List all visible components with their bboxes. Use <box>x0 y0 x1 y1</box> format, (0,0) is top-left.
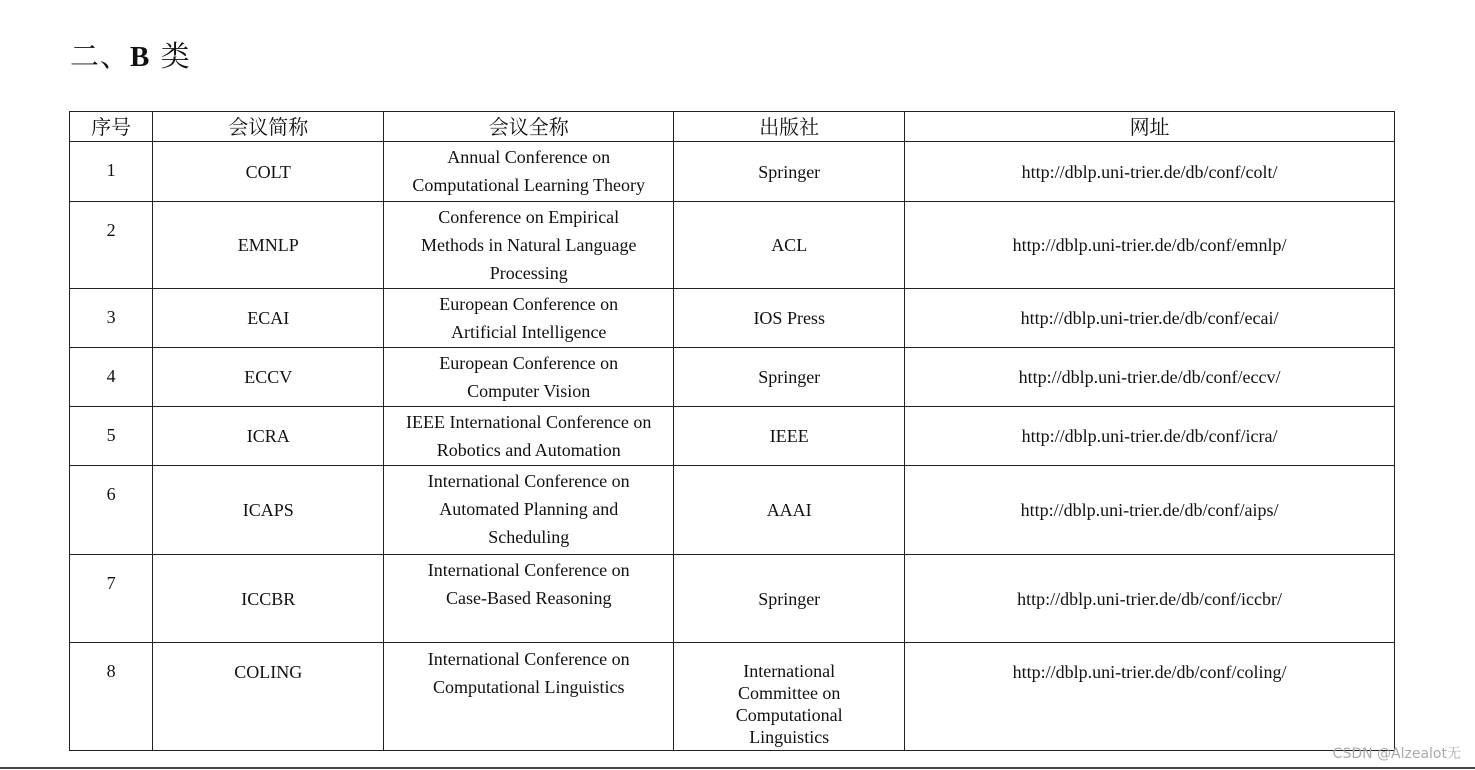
row-number: 3 <box>106 307 116 327</box>
table-row <box>70 407 1395 466</box>
url-text[interactable]: http://dblp.uni-trier.de/db/conf/coling/ <box>1012 662 1287 682</box>
table-row <box>70 643 1395 751</box>
cell-url[interactable]: http://dblp.uni-trier.de/db/conf/aips/ <box>905 466 1395 555</box>
cell-abbr: ICRA <box>153 407 384 466</box>
page-bottom-rule <box>0 767 1475 769</box>
cell-url[interactable]: http://dblp.uni-trier.de/db/conf/ecai/ <box>905 289 1395 348</box>
row-number: 2 <box>106 220 116 240</box>
cell-publisher: Springer <box>674 348 905 407</box>
cell-publisher: Springer <box>674 555 905 643</box>
table-row <box>70 348 1395 407</box>
full-name-text: Annual Conference on Computational Learning Theory <box>412 147 646 195</box>
cell-full-name <box>384 142 674 202</box>
row-number: 4 <box>106 366 116 386</box>
cell-url[interactable]: http://dblp.uni-trier.de/db/conf/colt/ <box>905 142 1395 202</box>
header-no: 序号 <box>70 112 153 142</box>
cell-full-name <box>384 643 674 751</box>
header-abbr: 会议简称 <box>153 112 384 142</box>
cell-abbr <box>153 643 384 751</box>
cell-no <box>70 555 153 643</box>
csdn-watermark: CSDN @Alzealot无 <box>1332 746 1461 762</box>
table-header-row <box>70 112 1395 142</box>
full-name-text: International Conference on Case-Based Reasoning <box>427 560 630 608</box>
heading-suffix: 类 <box>150 39 191 73</box>
row-number: 7 <box>106 573 116 593</box>
publisher-text: International Committee on Computational Linguistics <box>735 661 843 747</box>
cell-abbr: ICAPS <box>153 466 384 555</box>
cell-abbr: EMNLP <box>153 202 384 289</box>
cell-no <box>70 348 153 407</box>
cell-full-name <box>384 202 674 289</box>
cell-publisher: ACL <box>674 202 905 289</box>
full-name-text: European Conference on Artificial Intelligence <box>439 294 619 342</box>
cell-full-name <box>384 407 674 466</box>
cell-url[interactable]: http://dblp.uni-trier.de/db/conf/emnlp/ <box>905 202 1395 289</box>
table-row <box>70 466 1395 555</box>
cell-publisher <box>674 643 905 751</box>
row-number: 5 <box>106 425 116 445</box>
full-name-text: Conference on Empirical Methods in Natural Language Processing <box>421 207 637 283</box>
full-name-text: European Conference on Computer Vision <box>439 353 619 401</box>
cell-publisher: AAAI <box>674 466 905 555</box>
row-number: 6 <box>106 484 116 504</box>
cell-abbr: COLT <box>153 142 384 202</box>
section-heading <box>70 38 191 75</box>
cell-url[interactable]: http://dblp.uni-trier.de/db/conf/iccbr/ <box>905 555 1395 643</box>
cell-abbr: ICCBR <box>153 555 384 643</box>
cell-publisher: Springer <box>674 142 905 202</box>
cell-url[interactable] <box>905 643 1395 751</box>
cell-publisher: IOS Press <box>674 289 905 348</box>
cell-url[interactable]: http://dblp.uni-trier.de/db/conf/icra/ <box>905 407 1395 466</box>
row-number: 8 <box>106 661 116 681</box>
conference-table <box>69 111 1395 751</box>
abbr-text: COLING <box>234 662 303 682</box>
cell-no <box>70 142 153 202</box>
cell-no <box>70 643 153 751</box>
full-name-text: IEEE International Conference on Robotics and Automation <box>406 412 652 460</box>
table-row <box>70 202 1395 289</box>
cell-no <box>70 202 153 289</box>
cell-no <box>70 407 153 466</box>
header-full-name: 会议全称 <box>384 112 674 142</box>
table-row <box>70 289 1395 348</box>
header-url: 网址 <box>905 112 1395 142</box>
cell-no <box>70 289 153 348</box>
cell-full-name <box>384 466 674 555</box>
header-publisher: 出版社 <box>674 112 905 142</box>
table-row <box>70 142 1395 202</box>
cell-url[interactable]: http://dblp.uni-trier.de/db/conf/eccv/ <box>905 348 1395 407</box>
cell-full-name <box>384 348 674 407</box>
heading-letter: B <box>130 41 151 73</box>
row-number: 1 <box>106 160 116 180</box>
cell-publisher: IEEE <box>674 407 905 466</box>
cell-full-name <box>384 289 674 348</box>
heading-prefix: 二、 <box>70 39 131 73</box>
full-name-text: International Conference on Computational Linguistics <box>427 649 630 697</box>
cell-abbr: ECCV <box>153 348 384 407</box>
cell-abbr: ECAI <box>153 289 384 348</box>
table-row <box>70 555 1395 643</box>
cell-no <box>70 466 153 555</box>
full-name-text: International Conference on Automated Planning and Scheduling <box>427 471 630 547</box>
cell-full-name <box>384 555 674 643</box>
